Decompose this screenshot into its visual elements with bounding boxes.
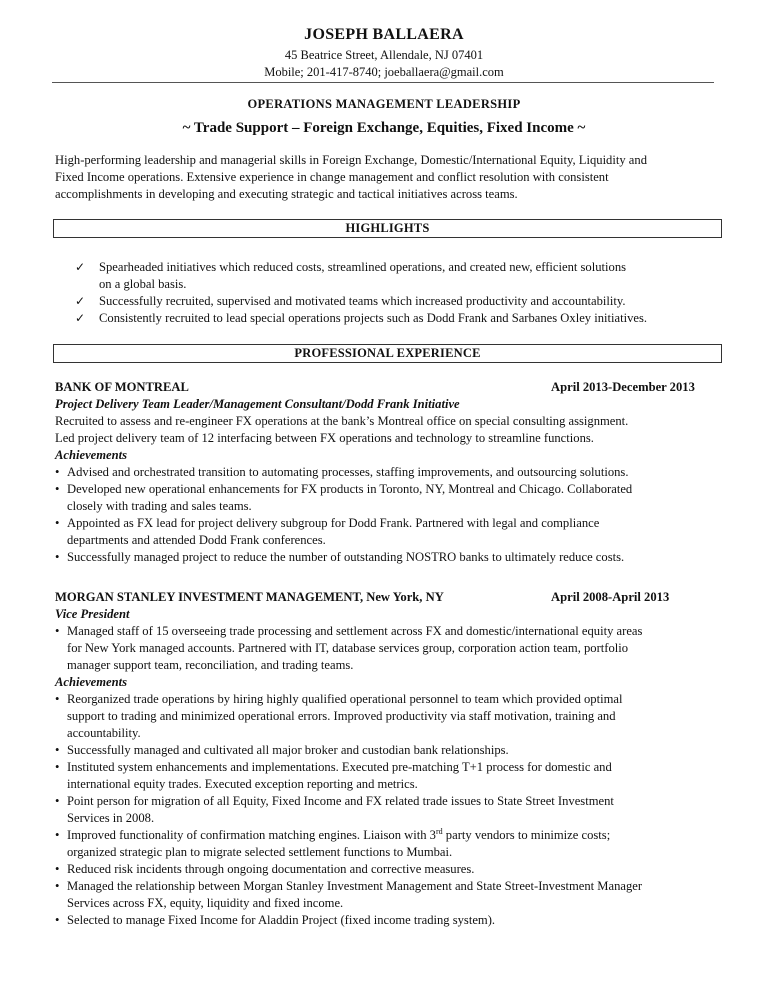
header-divider bbox=[52, 82, 714, 83]
summary bbox=[55, 152, 715, 203]
checkmark-icon: ✓ bbox=[75, 260, 86, 274]
achievements-label: Achievements bbox=[55, 448, 128, 462]
bullet-icon: • bbox=[55, 516, 60, 530]
summary-line: accomplishments in developing and executing strategic and tactical initiatives across teams. bbox=[55, 187, 518, 201]
address: 45 Beatrice Street, Allendale, NJ 07401 bbox=[284, 48, 484, 62]
list-item: ✓ Consistently recruited to lead special operations projects such as Dodd Frank and Sarbanes Oxley initiatives. bbox=[75, 311, 648, 325]
bullet-icon: • bbox=[55, 550, 60, 564]
list-item: • Managed staff of 15 overseeing trade processing and settlement across FX and domestic/international equity areas for New York managed accounts. Partnered with IT, database services group, corporation action team, portfolio manager support team, reconciliation, and trading teams. bbox=[55, 624, 643, 672]
list-item: ✓ Spearheaded initiatives which reduced costs, streamlined operations, and created new, efficient solutions on a global basis. bbox=[75, 260, 627, 291]
job-title: Vice President bbox=[55, 607, 130, 621]
job-header bbox=[55, 379, 717, 396]
bullet-icon: • bbox=[55, 828, 60, 842]
headline: OPERATIONS MANAGEMENT LEADERSHIP bbox=[247, 97, 521, 111]
bullet-icon: • bbox=[55, 794, 60, 808]
list-item: • Reorganized trade operations by hiring highly qualified operational personnel to team which provided optimal support to trading and minimized operational errors. Improved productivity via staff motivation, training and accountability. bbox=[55, 692, 623, 740]
job-dates: April 2008-April 2013 bbox=[551, 590, 670, 604]
bullet-icon: • bbox=[55, 624, 60, 638]
summary-line: Fixed Income operations. Extensive experience in change management and conflict resolution with consistent bbox=[55, 170, 609, 184]
company-name: BANK OF MONTREAL bbox=[55, 380, 189, 394]
job-description-line: Led project delivery team of 12 interfacing between FX operations and technology to streamline functions. bbox=[55, 431, 594, 445]
bullet-icon: • bbox=[55, 482, 60, 496]
checkmark-icon: ✓ bbox=[75, 311, 86, 325]
subheadline: ~ Trade Support – Foreign Exchange, Equities, Fixed Income ~ bbox=[182, 120, 586, 136]
candidate-name: JOSEPH BALLAERA bbox=[304, 26, 464, 43]
contact-line: Mobile; 201-417-8740; joeballaera@gmail.com bbox=[264, 65, 504, 79]
experience-heading: PROFESSIONAL EXPERIENCE bbox=[53, 344, 722, 363]
job-description-line: Recruited to assess and re-engineer FX operations at the bank’s Montreal office on special consulting assignment. bbox=[55, 414, 629, 428]
bullet-icon: • bbox=[55, 879, 60, 893]
list-item: • Reduced risk incidents through ongoing documentation and corrective measures. bbox=[55, 862, 475, 876]
list-item: • Managed the relationship between Morgan Stanley Investment Management and State Street-Investment Manager Services across FX, equity, liquidity and fixed income. bbox=[55, 879, 643, 910]
list-item: • Point person for migration of all Equity, Fixed Income and FX related trade issues to State Street Investment Services in 2008. bbox=[55, 794, 614, 825]
list-item: • Developed new operational enhancements for FX products in Toronto, NY, Montreal and Chicago. Collaborated closely with trading and sales teams. bbox=[55, 482, 633, 513]
list-item: • Advised and orchestrated transition to automating processes, staffing improvements, and outsourcing solutions. bbox=[55, 465, 629, 479]
company-name: MORGAN STANLEY INVESTMENT MANAGEMENT, New York, NY bbox=[55, 590, 444, 604]
list-item: • Appointed as FX lead for project delivery subgroup for Dodd Frank. Partnered with legal and compliance departments and attended Dodd Frank conferences. bbox=[55, 516, 600, 547]
bullet-icon: • bbox=[55, 465, 60, 479]
bullet-icon: • bbox=[55, 913, 60, 927]
highlights-list bbox=[75, 259, 715, 327]
list-item: • Selected to manage Fixed Income for Aladdin Project (fixed income trading system). bbox=[55, 913, 496, 927]
summary-line: High-performing leadership and managerial skills in Foreign Exchange, Domestic/International Equity, Liquidity and bbox=[55, 153, 647, 167]
job-dates: April 2013-December 2013 bbox=[551, 380, 695, 394]
checkmark-icon: ✓ bbox=[75, 294, 86, 308]
job-title: Project Delivery Team Leader/Management Consultant/Dodd Frank Initiative bbox=[55, 397, 460, 411]
list-item: • Successfully managed project to reduce the number of outstanding NOSTRO banks to ultimately reduce costs. bbox=[55, 550, 625, 564]
job-entry bbox=[55, 379, 717, 566]
highlights-heading: HIGHLIGHTS bbox=[53, 219, 722, 238]
list-item: • Successfully managed and cultivated all major broker and custodian bank relationships. bbox=[55, 743, 509, 757]
job-header bbox=[55, 589, 717, 606]
bullet-icon: • bbox=[55, 862, 60, 876]
bullet-icon: • bbox=[55, 760, 60, 774]
achievements-label: Achievements bbox=[55, 675, 128, 689]
job-entry bbox=[55, 589, 717, 929]
list-item: • Instituted system enhancements and implementations. Executed pre-matching T+1 process for domestic and international equity trades. Executed exception reporting and metrics. bbox=[55, 760, 612, 791]
superscript: rd bbox=[435, 826, 443, 836]
list-item: • Improved functionality of confirmation matching engines. Liaison with 3rd party vendors to minimize costs; organized strategic plan to migrate selected settlement functions to Mumbai. bbox=[55, 826, 611, 859]
list-item: ✓ Successfully recruited, supervised and motivated teams which increased productivity and accountability. bbox=[75, 294, 626, 308]
bullet-icon: • bbox=[55, 743, 60, 757]
bullet-icon: • bbox=[55, 692, 60, 706]
